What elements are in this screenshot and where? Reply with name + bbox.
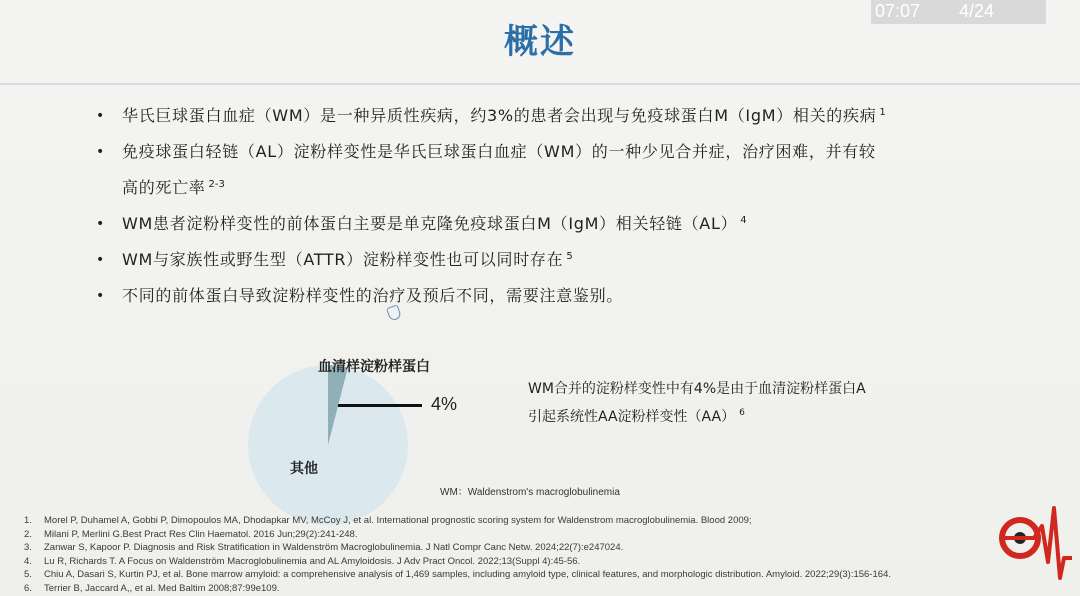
reference-item xyxy=(24,555,1034,569)
bullet-text: 不同的前体蛋白导致淀粉样变性的治疗及预后不同，需要注意鉴别。 xyxy=(122,286,624,305)
reference-item xyxy=(24,568,1034,582)
abbreviation-note: WM：Waldenstrom's macroglobulinemia xyxy=(440,487,620,498)
bullet-citation: 2-3 xyxy=(208,178,225,190)
bullet-text-continued: 高的死亡率 xyxy=(122,178,206,197)
pie-label-serum-amyloid: 血清样淀粉样蛋白 xyxy=(318,359,430,375)
reference-text: Lu R, Richards T. A Focus on Waldenström Macroglobulinemia and AL Amyloidosis. J Adv Pract Oncol. 2022;13(Suppl 4):45-56. xyxy=(44,555,581,567)
chart-note-line2: 引起系统性AA淀粉样变性（AA） xyxy=(528,409,736,425)
playback-time: 07:07 xyxy=(875,1,921,21)
bullet-citation: 1 xyxy=(879,106,886,118)
reference-text: Terrier B, Jaccard A,, et al. Med Baltim 2008;87:99e109. xyxy=(44,582,280,594)
bullet-text: 免疫球蛋白轻链（AL）淀粉样变性是华氏巨球蛋白血症（WM）的一种少见合并症，治疗困难，并有较 xyxy=(122,142,876,161)
bullet-dot: • xyxy=(96,288,105,304)
title-divider xyxy=(0,83,1080,85)
bullet-dot: • xyxy=(96,252,105,268)
chart-note xyxy=(528,375,948,431)
reference-item xyxy=(24,528,1034,542)
bullet-dot: • xyxy=(96,108,105,124)
reference-item xyxy=(24,582,1034,596)
chart-note-line1: WM合并的淀粉样变性中有4%是由于血清淀粉样蛋白A xyxy=(528,381,866,397)
bullet-text: 华氏巨球蛋白血症（WM）是一种异质性疾病，约3%的患者会出现与免疫球蛋白M（IgM）相关的疾病 xyxy=(122,106,877,125)
references-list xyxy=(24,514,1034,595)
pie-slices xyxy=(248,365,408,525)
page-counter: 4/24 xyxy=(959,1,995,21)
reference-item xyxy=(24,541,1034,555)
bullet-list xyxy=(96,98,1026,314)
bullet-item xyxy=(96,242,1026,278)
bullet-item xyxy=(96,134,1026,206)
reference-number: 5. xyxy=(24,569,32,580)
chart-note-citation: 6 xyxy=(739,408,745,419)
bullet-text: WM与家族性或野生型（ATTR）淀粉样变性也可以同时存在 xyxy=(122,250,564,269)
reference-text: Chiu A, Dasari S, Kurtin PJ, et al. Bone marrow amyloid: a comprehensive analysis of 1,469 samples, including amyloid type, clinical features, and morphologic distribution. Amyloid. 2022;29(3):156-164. xyxy=(44,569,891,580)
bullet-citation: 5 xyxy=(566,250,573,262)
bullet-dot: • xyxy=(96,144,105,160)
reference-number: 6. xyxy=(24,582,32,594)
reference-text: Zanwar S, Kapoor P. Diagnosis and Risk Stratification in Waldenström Macroglobulinemia. J Natl Compr Canc Netw. 2024;22(7):e247024. xyxy=(44,542,624,553)
bullet-item xyxy=(96,98,1026,134)
reference-item xyxy=(24,514,1034,528)
bullet-item xyxy=(96,206,1026,242)
bullet-dot: • xyxy=(96,216,105,232)
pie-label-other: 其他 xyxy=(290,461,318,477)
bullet-text: WM患者淀粉样变性的前体蛋白主要是单克隆免疫球蛋白M（IgM）相关轻链（AL） xyxy=(122,214,738,233)
bullet-item xyxy=(96,278,1026,314)
bullet-citation: 4 xyxy=(740,214,747,226)
reference-number: 2. xyxy=(24,528,32,540)
pie-callout-line xyxy=(338,404,422,407)
reference-number: 4. xyxy=(24,555,32,567)
pie-chart xyxy=(248,365,408,525)
reference-number: 3. xyxy=(24,542,32,553)
slide-title: 概述 xyxy=(504,22,576,62)
reference-text: Milani P, Merlini G.Best Pract Res Clin Haematol. 2016 Jun;29(2):241-248. xyxy=(44,528,358,540)
reference-text: Morel P, Duhamel A, Gobbi P, Dimopoulos MA, Dhodapkar MV, McCoy J, et al. International prognostic scoring system for Waldenstrom macroglobulinemia. Blood 2009; xyxy=(44,515,752,526)
company-logo-icon xyxy=(994,498,1074,588)
reference-number: 1. xyxy=(24,515,32,526)
pie-value-label: 4% xyxy=(431,394,458,414)
